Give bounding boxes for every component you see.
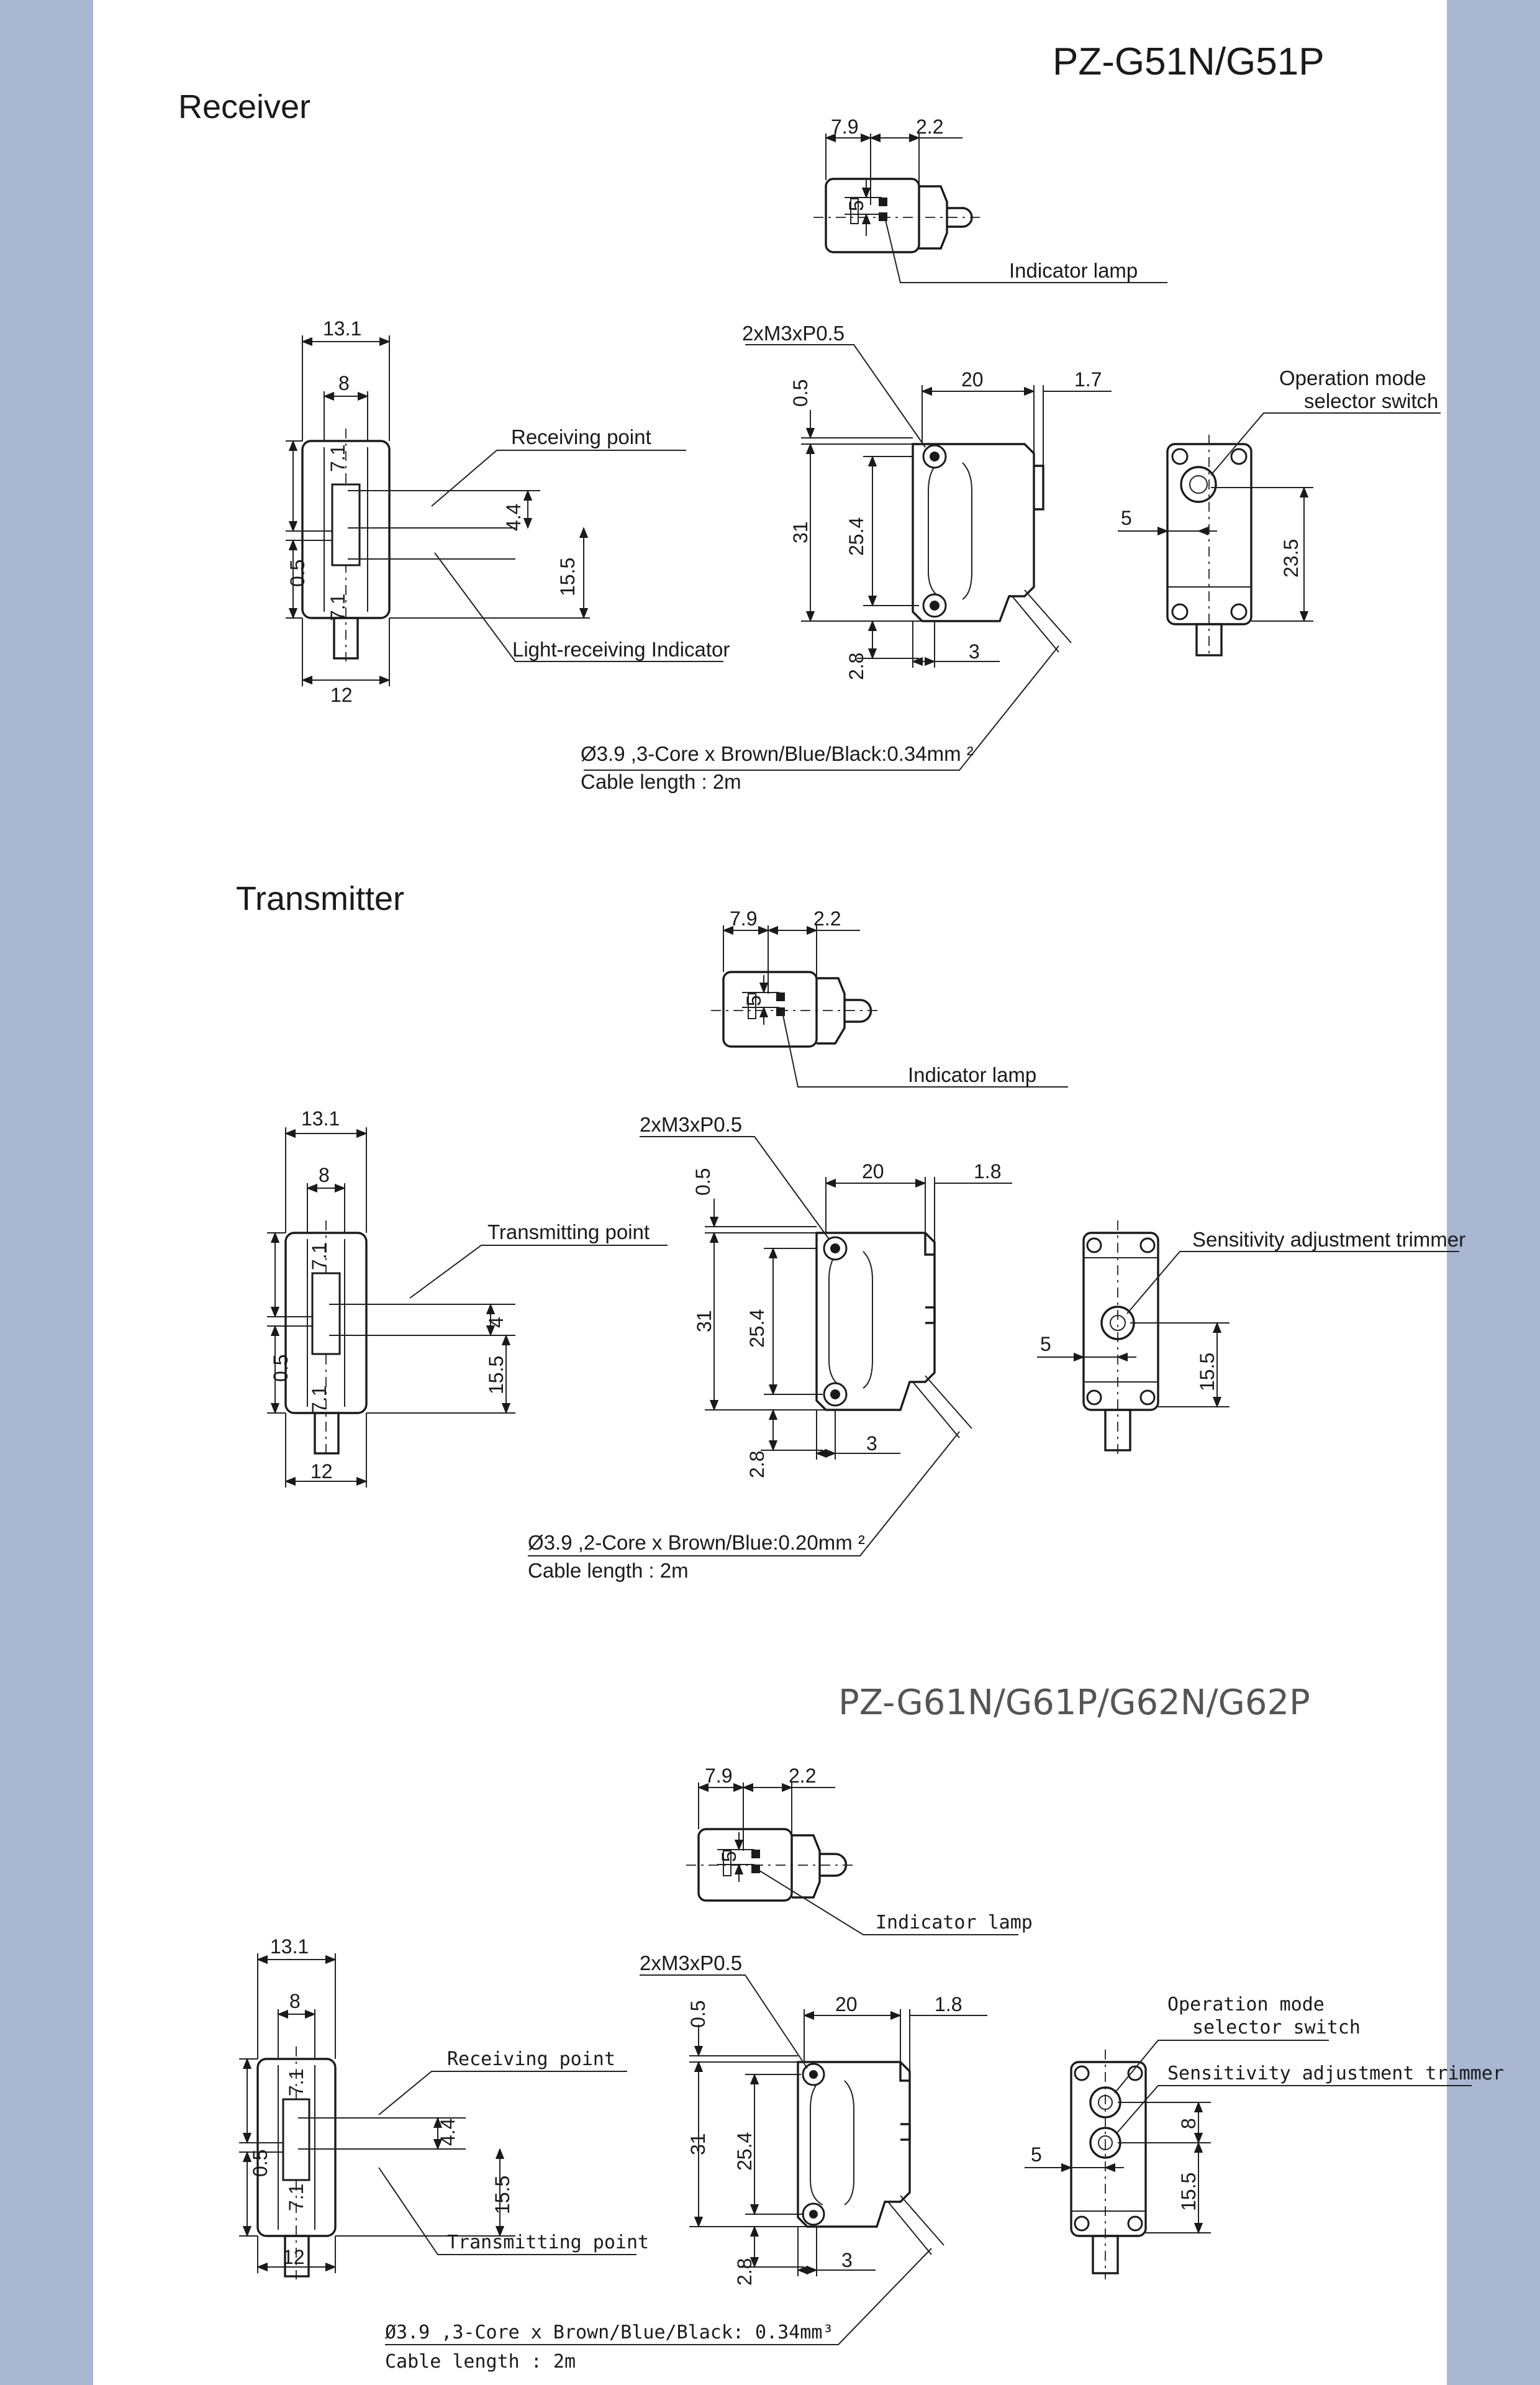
dim-g-top-2.2: 2.2 [789,1765,817,1787]
label-t-thread: 2xM3xP0.5 [640,1113,743,1136]
dim-g-front-20: 20 [835,1993,858,2015]
model-title-g61: PZ-G61N/G61P/G62N/G62P [838,1683,1310,1723]
dim-g-side-12: 12 [283,2246,305,2268]
receiver-side-view [286,317,730,706]
dim-t-side-7.1a: 7.1 [308,1242,330,1270]
dim-r-front-25.4: 25.4 [845,517,867,556]
dim-t-side-13.1: 13.1 [301,1107,340,1130]
dim-g-side-0.5: 0.5 [249,2149,271,2177]
label-g-trimmer: Sensitivity adjustment trimmer [1167,2063,1504,2084]
label-r-op-mode-2: selector switch [1304,389,1439,412]
transmitter-side-view [267,1107,668,1488]
dim-t-front-0.5: 0.5 [692,1168,714,1196]
dim-r-front-20: 20 [961,368,984,391]
dim-g-side-8: 8 [289,1990,301,2012]
label-g-cable-length: Cable length : 2m [385,2351,576,2373]
dim-r-side-15.5: 15.5 [556,557,579,596]
dim-g-top-5: 5 [718,1851,740,1862]
dim-r-side-7.1b: 7.1 [327,593,349,621]
label-g-thread: 2xM3xP0.5 [640,1951,743,1974]
dim-r-rear-23.5: 23.5 [1280,538,1302,578]
label-r-indicator-lamp: Indicator lamp [1009,259,1138,282]
label-g-cable-spec: Ø3.9 ,3-Core x Brown/Blue/Black: 0.34mm³ [385,2322,834,2343]
dim-t-front-3: 3 [866,1432,877,1455]
label-g-op-mode-1: Operation mode [1167,1994,1325,2015]
dim-r-side-13.1: 13.1 [323,317,362,340]
dim-r-top-5: 5 [845,200,867,211]
dim-g-front-3: 3 [841,2249,853,2271]
dim-r-front-3: 3 [969,640,980,663]
dim-g-front-0.5: 0.5 [687,2000,709,2028]
dim-r-side-4.4: 4.4 [502,503,525,531]
label-t-trimmer: Sensitivity adjustment trimmer [1192,1228,1466,1251]
dim-r-front-1.7: 1.7 [1074,368,1102,391]
dim-g-side-13.1: 13.1 [270,1935,309,1958]
receiver-front-view [581,322,1112,793]
dim-g-side-4.4: 4.4 [437,2118,459,2146]
dim-t-front-1.8: 1.8 [974,1160,1002,1183]
dim-g-front-31: 31 [687,2133,709,2155]
dim-t-side-12: 12 [310,1460,333,1483]
section-title-receiver: Receiver [178,88,311,125]
transmitter-front-view [528,1113,1012,1582]
dim-t-rear-5: 5 [1040,1333,1051,1355]
dim-r-top-2.2: 2.2 [916,116,944,138]
label-t-cable-spec: Ø3.9 ,2-Core x Brown/Blue:0.20mm ² [528,1531,865,1554]
model-title-g51: PZ-G51N/G51P [1053,40,1325,83]
transmitter-top-view [711,907,1068,1087]
label-r-receiving-point: Receiving point [511,425,651,448]
label-t-indicator-lamp: Indicator lamp [908,1063,1037,1086]
dim-g-rear-8: 8 [1177,2118,1200,2129]
dim-r-front-31: 31 [789,521,812,543]
receiver-top-view [813,116,1167,283]
label-r-thread: 2xM3xP0.5 [742,322,845,345]
transmitter-rear-view [1037,1220,1465,1456]
label-r-cable-spec: Ø3.9 ,3-Core x Brown/Blue/Black:0.34mm ² [581,742,974,765]
dim-r-side-8: 8 [338,372,350,394]
dim-t-top-7.9: 7.9 [730,907,758,930]
dim-t-side-7.1b: 7.1 [308,1385,330,1413]
label-r-cable-length: Cable length : 2m [581,770,741,793]
dim-r-front-2.8: 2.8 [845,652,867,680]
label-t-transmitting-point: Transmitting point [487,1220,650,1243]
dim-t-front-2.8: 2.8 [746,1450,768,1478]
technical-drawing [93,0,1504,2385]
label-r-op-mode-1: Operation mode [1279,366,1426,389]
label-r-light-receiving-indicator: Light-receiving Indicator [512,638,730,661]
g61-rear-view [1025,1994,1504,2279]
dim-t-front-25.4: 25.4 [746,1309,768,1348]
dim-t-top-5: 5 [743,995,765,1006]
dim-g-rear-5: 5 [1031,2143,1042,2166]
dim-r-side-12: 12 [330,684,353,706]
dim-r-side-0.5: 0.5 [286,559,309,587]
dim-t-top-2.2: 2.2 [813,907,841,930]
g61-side-view [239,1935,649,2279]
dim-t-front-31: 31 [693,1310,715,1332]
g61-top-view [686,1765,1033,1935]
dim-g-front-25.4: 25.4 [733,2132,756,2171]
dim-t-side-8: 8 [319,1164,330,1186]
dim-t-side-0.5: 0.5 [270,1354,292,1382]
dim-r-rear-5: 5 [1121,507,1132,529]
dim-g-front-1.8: 1.8 [935,1993,962,2015]
dim-g-top-7.9: 7.9 [705,1765,733,1787]
dim-t-front-20: 20 [862,1160,884,1183]
g61-front-view [385,1951,987,2373]
section-title-transmitter: Transmitter [236,880,405,917]
label-g-receiving-point: Receiving point [447,2048,615,2070]
dim-r-front-0.5: 0.5 [789,379,812,407]
dim-t-side-15.5: 15.5 [485,1355,507,1394]
drawing-sheet [93,0,1504,2385]
label-g-op-mode-2: selector switch [1192,2017,1361,2038]
label-g-indicator-lamp: Indicator lamp [876,1912,1033,1933]
dim-g-front-2.8: 2.8 [733,2258,756,2286]
dim-t-rear-15.5: 15.5 [1196,1352,1218,1391]
label-t-cable-length: Cable length : 2m [528,1559,689,1582]
receiver-rear-view [1118,366,1441,655]
dim-t-side-4: 4 [485,1317,507,1328]
dim-g-side-7.1b: 7.1 [285,2183,307,2211]
dim-r-side-7.1a: 7.1 [327,444,349,472]
dim-g-side-7.1a: 7.1 [285,2068,307,2096]
label-g-transmitting-point: Transmitting point [447,2232,650,2253]
dim-g-rear-15.5: 15.5 [1177,2172,1200,2211]
dim-r-top-7.9: 7.9 [831,116,859,138]
dim-g-side-15.5: 15.5 [491,2175,514,2214]
